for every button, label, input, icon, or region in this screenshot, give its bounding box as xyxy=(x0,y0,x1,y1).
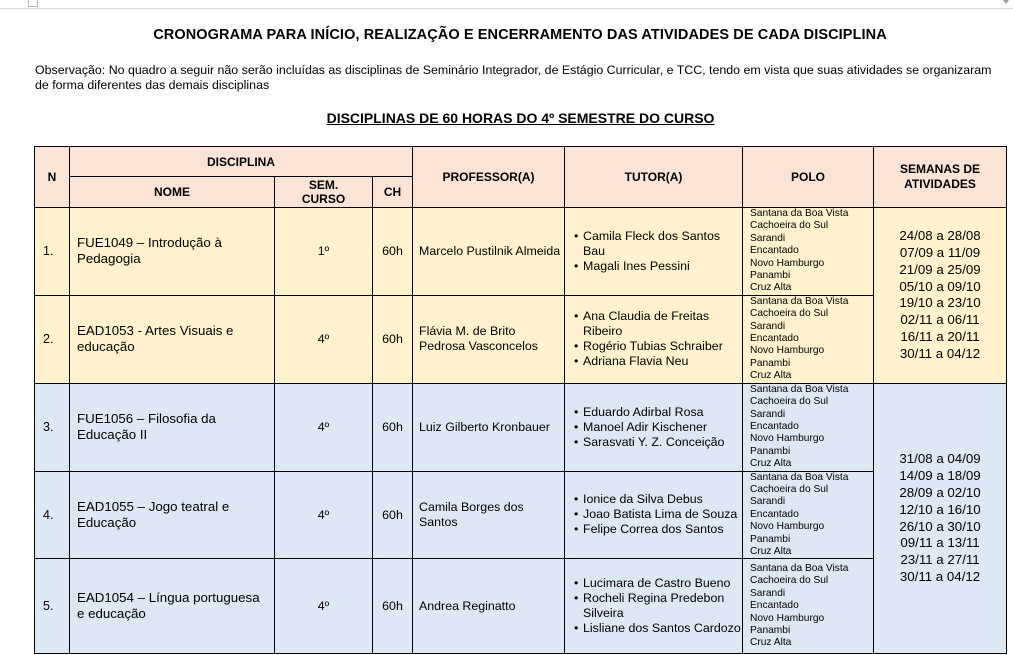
left-indent-marker-icon[interactable] xyxy=(28,0,38,7)
header-disciplina: DISCIPLINA xyxy=(70,147,413,177)
table-row xyxy=(35,295,1007,383)
professor-text: Marcelo Pustilnik Almeida xyxy=(419,243,561,258)
header-sem-curso: SEM. CURSO xyxy=(275,177,373,208)
polo-item: Cruz Alta xyxy=(750,458,792,470)
header-polo: POLO xyxy=(743,147,874,208)
table-row xyxy=(35,471,1007,559)
tutor-item: • Magali Ines Pessini xyxy=(574,259,742,274)
polo-item: Panambi xyxy=(750,533,791,545)
professor-text: Andrea Reginatto xyxy=(419,598,516,613)
week-range: 21/09 a 25/09 xyxy=(899,261,981,277)
discipline-name: EAD1053 - Artes Visuais e educação xyxy=(70,295,275,383)
semester: 4º xyxy=(275,383,373,471)
table-row xyxy=(35,383,1007,471)
polo-item: Santana da Boa Vista xyxy=(750,383,849,395)
row-number: 4. xyxy=(35,471,70,559)
polo-list xyxy=(743,208,874,296)
header-tutor: TUTOR(A) xyxy=(565,147,743,208)
polo-item: Encantado xyxy=(750,420,799,432)
professor-name xyxy=(413,208,565,296)
week-range: 30/11 a 04/12 xyxy=(899,568,981,584)
polo-item: Encantado xyxy=(750,245,799,257)
professor-name xyxy=(413,471,565,559)
week-range: 16/11 a 20/11 xyxy=(900,328,980,344)
polo-item: Cachoeira do Sul xyxy=(750,220,829,232)
professor-name xyxy=(413,383,565,471)
discipline-name: FUE1049 – Introdução à Pedagogia xyxy=(70,208,275,296)
week-range: 02/11 a 06/11 xyxy=(900,312,980,328)
polo-item: Cruz Alta xyxy=(750,370,792,382)
workload: 60h xyxy=(373,295,413,383)
tutor-item: • Joao Batista Lima de Souza xyxy=(574,507,742,522)
tutor-item: • Rocheli Regina Predebon Silveira xyxy=(574,591,742,621)
polo-item: Sarandi xyxy=(750,320,786,332)
polo-item: Cruz Alta xyxy=(750,545,792,557)
table-row xyxy=(35,208,1007,296)
weeks-group-2 xyxy=(874,383,1007,654)
polo-item: Encantado xyxy=(750,333,799,345)
header-nome: NOME xyxy=(70,177,275,208)
polo-item: Novo Hamburgo xyxy=(750,612,825,624)
workload: 60h xyxy=(373,471,413,559)
semester: 4º xyxy=(275,295,373,383)
row-number: 3. xyxy=(35,383,70,471)
tutor-list xyxy=(565,208,743,296)
table-row xyxy=(35,559,1007,654)
tutor-list xyxy=(565,471,743,559)
polo-item: Santana da Boa Vista xyxy=(750,295,849,307)
discipline-name: EAD1054 – Língua portuguesa e educação xyxy=(70,559,275,654)
week-range: 05/10 a 09/10 xyxy=(899,278,981,294)
tutor-item: • Eduardo Adirbal Rosa xyxy=(574,405,742,420)
week-range: 30/11 a 04/12 xyxy=(899,345,981,361)
polo-list xyxy=(743,383,874,471)
tutor-list xyxy=(565,295,743,383)
week-range: 09/11 a 13/11 xyxy=(900,535,980,551)
week-range: 31/08 a 04/09 xyxy=(899,451,981,467)
tutor-item: • Ana Claudia de Freitas Ribeiro xyxy=(574,309,742,339)
professor-text: Flávia M. de Brito Pedrosa Vasconcelos xyxy=(419,324,538,354)
header-row-1 xyxy=(35,147,1007,177)
polo-item: Novo Hamburgo xyxy=(750,521,825,533)
weeks-group-1 xyxy=(874,208,1007,384)
semester: 4º xyxy=(275,471,373,559)
polo-item: Cachoeira do Sul xyxy=(750,396,829,408)
schedule-table xyxy=(34,146,1007,654)
tutor-item: • Manoel Adir Kischener xyxy=(574,420,742,435)
discipline-name: EAD1055 – Jogo teatral e Educação xyxy=(70,471,275,559)
polo-item: Encantado xyxy=(750,508,799,520)
professor-text: Luiz Gilberto Kronbauer xyxy=(419,419,550,434)
polo-item: Cachoeira do Sul xyxy=(750,575,829,587)
tutor-item: • Sarasvati Y. Z. Conceição xyxy=(574,435,742,450)
horizontal-ruler[interactable] xyxy=(0,0,1013,9)
polo-item: Encantado xyxy=(750,600,799,612)
row-number: 2. xyxy=(35,295,70,383)
header-professor: PROFESSOR(A) xyxy=(413,147,565,208)
polo-item: Panambi xyxy=(750,270,791,282)
polo-item: Sarandi xyxy=(750,408,786,420)
row-number: 1. xyxy=(35,208,70,296)
tutor-list xyxy=(565,559,743,654)
header-n: N xyxy=(35,147,70,208)
professor-text: Camila Borges dos Santos xyxy=(419,499,524,529)
workload: 60h xyxy=(373,559,413,654)
tutor-item: • Lucimara de Castro Bueno xyxy=(574,576,742,591)
week-range: 07/09 a 11/09 xyxy=(899,244,981,260)
polo-item: Cachoeira do Sul xyxy=(750,483,829,495)
section-title: DISCIPLINAS DE 60 HORAS DO 4º SEMESTRE DO CURSO xyxy=(326,110,715,126)
polo-item: Santana da Boa Vista xyxy=(750,471,849,483)
tutor-item: • Camila Fleck dos Santos Bau xyxy=(574,229,742,259)
week-range: 28/09 a 02/10 xyxy=(899,484,981,500)
header-semanas: SEMANAS DE ATIVIDADES xyxy=(874,147,1007,208)
discipline-name: FUE1056 – Filosofia da Educação II xyxy=(70,383,275,471)
polo-list xyxy=(743,295,874,383)
semester: 1º xyxy=(275,208,373,296)
polo-item: Cruz Alta xyxy=(750,282,792,294)
polo-item: Novo Hamburgo xyxy=(750,345,825,357)
polo-item: Novo Hamburgo xyxy=(750,433,825,445)
tutor-item: • Rogério Tubias Schraiber xyxy=(574,339,742,354)
tutor-item: • Ionice da Silva Debus xyxy=(574,492,742,507)
semester: 4º xyxy=(275,559,373,654)
polo-item: Sarandi xyxy=(750,587,786,599)
professor-name xyxy=(413,295,565,383)
tutor-item: • Adriana Flavia Neu xyxy=(574,354,742,369)
polo-list xyxy=(743,471,874,559)
tutor-item: • Felipe Correa dos Santos xyxy=(574,522,742,537)
document-title: CRONOGRAMA PARA INÍCIO, REALIZAÇÃO E ENCERRAMENTO DAS ATIVIDADES DE CADA DISCIPLINA xyxy=(153,27,887,43)
header-ch: CH xyxy=(373,177,413,208)
polo-item: Panambi xyxy=(750,624,791,636)
polo-item: Santana da Boa Vista xyxy=(750,562,849,574)
week-range: 14/09 a 18/09 xyxy=(899,468,981,484)
week-range: 24/08 a 28/08 xyxy=(899,228,981,244)
polo-item: Sarandi xyxy=(750,232,786,244)
tutor-list xyxy=(565,383,743,471)
row-number: 5. xyxy=(35,559,70,654)
polo-item: Cruz Alta xyxy=(750,637,792,649)
polo-item: Cachoeira do Sul xyxy=(750,308,829,320)
workload: 60h xyxy=(373,383,413,471)
tutor-item: • Lisliane dos Santos Cardozo xyxy=(574,621,742,636)
polo-item: Panambi xyxy=(750,357,791,369)
right-indent-marker-icon[interactable] xyxy=(1003,0,1009,4)
week-range: 23/11 a 27/11 xyxy=(900,552,980,568)
polo-list xyxy=(743,559,874,654)
week-range: 26/10 a 30/10 xyxy=(899,518,981,534)
professor-name xyxy=(413,559,565,654)
observation-paragraph: Observação: No quadro a seguir não serão incluídas as disciplinas de Seminário Integrador, de Estágio Curricular, e TCC, tendo em vista que suas atividades se organizaram de forma diferentes das demais disciplinas xyxy=(35,63,992,92)
polo-item: Panambi xyxy=(750,445,791,457)
workload: 60h xyxy=(373,208,413,296)
week-range: 19/10 a 23/10 xyxy=(899,295,981,311)
polo-item: Novo Hamburgo xyxy=(750,257,825,269)
week-range: 12/10 a 16/10 xyxy=(899,501,981,517)
polo-item: Santana da Boa Vista xyxy=(750,208,849,219)
polo-item: Sarandi xyxy=(750,496,786,508)
